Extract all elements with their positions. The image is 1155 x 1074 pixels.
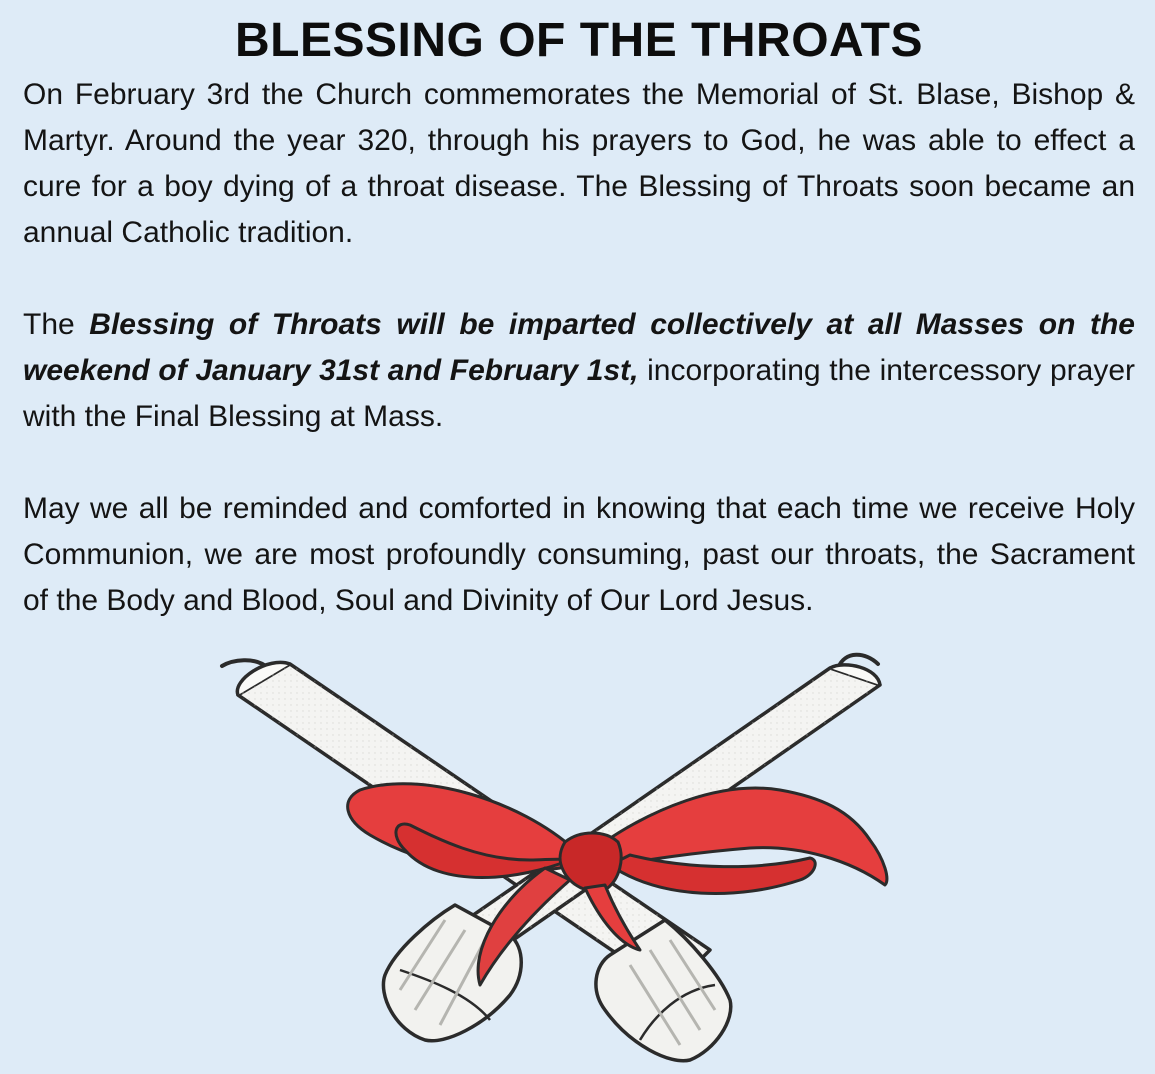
page-title: BLESSING OF THE THROATS [235, 14, 923, 67]
paragraph-memorial: On February 3rd the Church commemorates the Memorial of St. Blase, Bishop & Martyr. Around the year 320, through his prayers to God, he was able to effect a cure for a boy dying of a throat disease. The Blessing of Throats soon became an annual Catholic tradition. [23, 78, 1135, 249]
paragraph-holy-communion: May we all be reminded and comforted in knowing that each time we receive Holy Communion, we are most profoundly consuming, past our throats, the Sacrament of the Body and Blood, Soul and Divinity of Our Lord Jesus. [23, 492, 1135, 617]
blessing-schedule-emphasis: Blessing of Throats will be imparted collectively at all Masses on the weekend of January 31st and February 1st, [23, 308, 1135, 387]
paragraph-lead: The [23, 308, 90, 341]
paragraph-blessing-schedule [23, 302, 1135, 440]
paragraph-tail: incorporating the intercessory prayer with the Final Blessing at Mass. [23, 354, 1135, 433]
crossed-candles-red-ribbon-icon [200, 640, 960, 1074]
